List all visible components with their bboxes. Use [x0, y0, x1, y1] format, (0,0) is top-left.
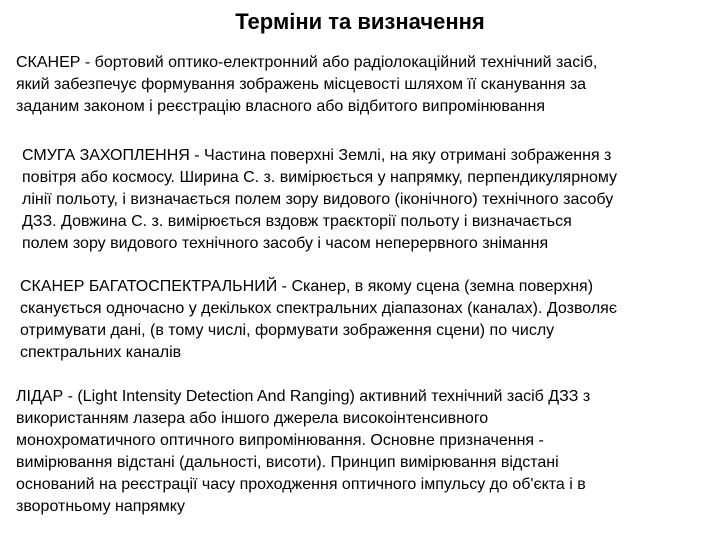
term-swath	[22, 145, 712, 255]
text-line: СКАНЕР БАГАТОСПЕКТРАЛЬНИЙ - Сканер, в якому сцена (земна поверхня)	[20, 278, 594, 295]
text-line: спектральних каналів	[20, 344, 182, 361]
text-line: вимірювання відстані (дальності, висоти). Принцип вимірювання відстані	[16, 454, 559, 471]
text-line: СКАНЕР - бортовий оптико-електронний або радіолокаційний технічний засіб,	[16, 54, 598, 71]
text-line: використанням лазера або іншого джерела високоінтенсивного	[16, 410, 489, 427]
text-line: монохроматичного оптичного випромінювання. Основне призначення -	[16, 432, 544, 449]
text-line: лінії польоту, і визначається полем зору видового (іконічного) технічного засобу	[22, 191, 614, 208]
term-scanner	[16, 52, 706, 118]
text-line: сканується одночасно у декількох спектральних діапазонах (каналах). Дозволяє	[20, 300, 617, 317]
text-line: оснований на реєстрації часу проходження оптичного імпульсу до об'єкта і в	[16, 476, 586, 493]
text-line: зворотньому напрямку	[16, 498, 185, 515]
text-line: ЛІДАР - (Light Intensity Detection And Ranging) активний технічний засіб ДЗЗ з	[16, 388, 591, 405]
text-line: полем зору видового технічного засобу і часом неперервного знімання	[22, 235, 549, 252]
text-line: заданим законом і реєстрацію власного або відбитого випромінювання	[16, 98, 545, 115]
text-line: ДЗЗ. Довжина С. з. вимірюється вздовж траєкторії польоту і визначається	[22, 213, 572, 230]
text-line: СМУГА ЗАХОПЛЕННЯ - Частина поверхні Землі, на яку отримані зображення з	[22, 147, 612, 164]
term-multispectral-scanner	[20, 276, 710, 364]
page-title: Терміни та визначення	[235, 9, 485, 34]
text-line: повітря або космосу. Ширина С. з. вимірюється у напрямку, перпендикулярному	[22, 169, 618, 186]
term-lidar	[16, 386, 706, 518]
text-line: отримувати дані, (в тому числі, формувати зображення сцени) по числу	[20, 322, 555, 339]
text-line: який забезпечує формування зображень місцевості шляхом її сканування за	[16, 76, 587, 93]
